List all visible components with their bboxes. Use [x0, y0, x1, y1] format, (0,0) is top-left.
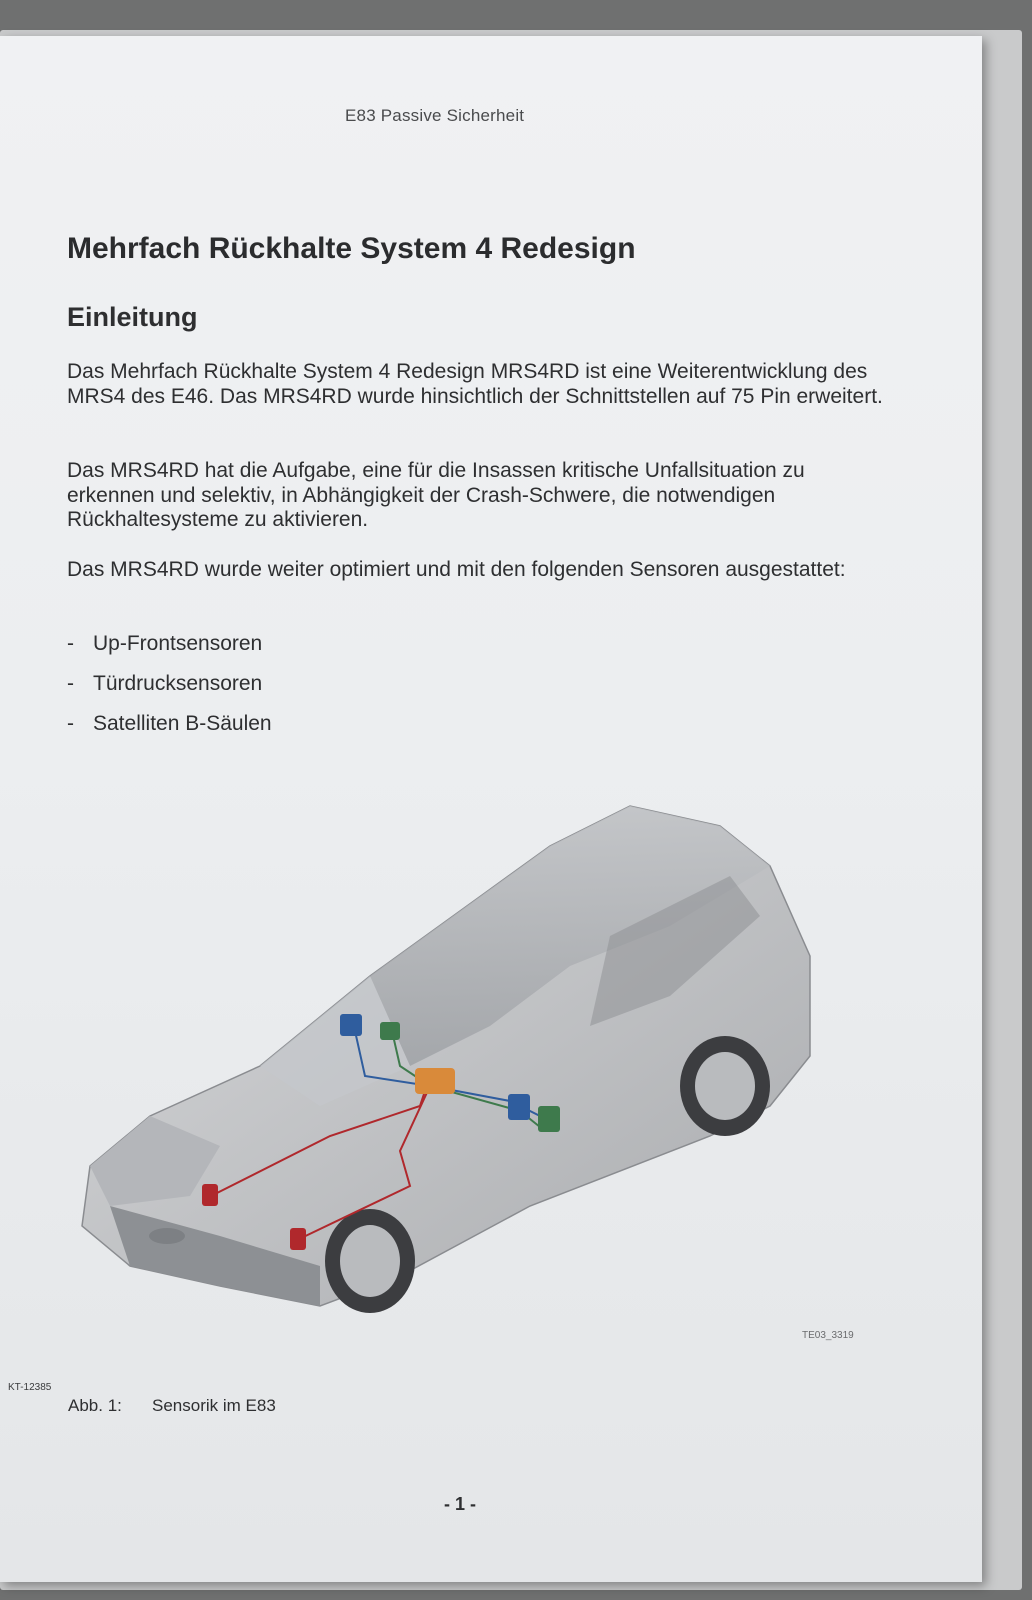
list-item [67, 664, 272, 704]
catalog-code: KT-12385 [8, 1382, 52, 1393]
caption-text: Sensorik im E83 [152, 1396, 276, 1415]
list-item-label: Türdrucksensoren [93, 672, 263, 695]
page-number: - 1 - [444, 1494, 477, 1514]
caption-number: Abb. 1: [68, 1396, 122, 1415]
bullet-dash: - [67, 712, 74, 735]
document-page [0, 36, 982, 1582]
sensor-list [67, 624, 272, 744]
list-item-label: Up-Frontsensoren [93, 632, 263, 655]
front-sensor-right [290, 1228, 306, 1250]
list-item [67, 704, 272, 744]
intro-paragraph: Das Mehrfach Rückhalte System 4 Redesign MRS4RD ist eine Weiterentwicklung des MRS4 des E46. Das MRS4RD wurde hinsichtlich der Schnittstellen auf 75 Pin erweitert. [67, 360, 883, 408]
bullet-dash: - [67, 632, 74, 655]
sensors-paragraph: Das MRS4RD wurde weiter optimiert und mit den folgenden Sensoren ausgestattet: [67, 558, 846, 581]
door-pressure-sensor-rear [508, 1094, 530, 1120]
vehicle-sensor-illustration [70, 766, 850, 1346]
door-pressure-sensor-front [340, 1014, 362, 1036]
list-item [67, 624, 272, 664]
list-item-label: Satelliten B-Säulen [93, 712, 272, 735]
bullet-dash: - [67, 672, 74, 695]
figure-image-id: TE03_3319 [802, 1330, 854, 1341]
section-title: Einleitung [67, 302, 198, 332]
airbag-control-unit [415, 1068, 455, 1094]
front-sensor-left [202, 1184, 218, 1206]
running-header: E83 Passive Sicherheit [345, 106, 525, 125]
document-title: Mehrfach Rückhalte System 4 Redesign [67, 232, 636, 265]
b-pillar-satellite-front [380, 1022, 400, 1040]
b-pillar-satellite-rear [538, 1106, 560, 1132]
figure-caption [68, 1396, 276, 1416]
task-paragraph: Das MRS4RD hat die Aufgabe, eine für die Insassen kritische Unfallsituation zu erkennen und selektiv, in Abhängigkeit der Crash-Schwere, die notwendigen Rückhaltesysteme zu aktivieren. [67, 459, 805, 531]
